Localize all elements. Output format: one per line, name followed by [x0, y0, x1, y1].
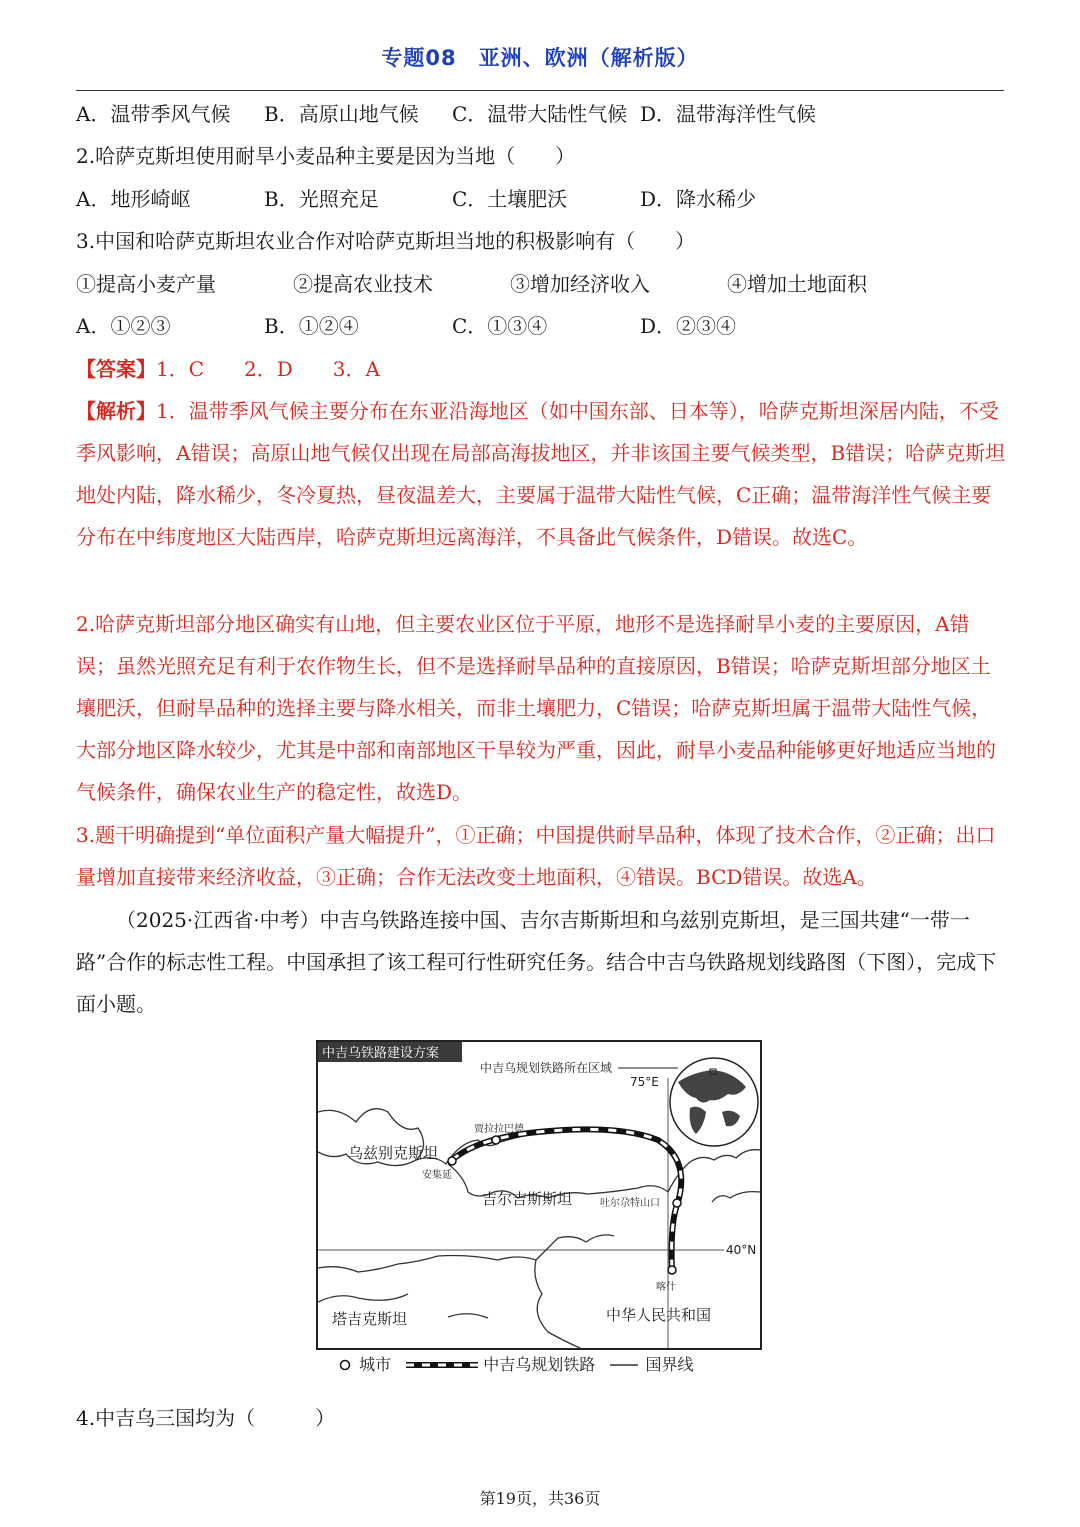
q3-option-d: D．②③④	[640, 314, 737, 338]
q1-options	[76, 99, 816, 129]
globe-icon	[670, 1058, 758, 1146]
q2-option-c: C．土壤肥沃	[452, 187, 568, 211]
analysis-label: 【解析】	[76, 399, 156, 423]
q3-statement-1: ①提高小麦产量	[76, 272, 216, 296]
city-andijan: 安集延	[422, 1170, 452, 1181]
city-jalalabad: 贾拉拉巴德	[474, 1124, 524, 1135]
inset-label: 中吉乌规划铁路所在区域	[480, 1061, 613, 1075]
legend-railway: 中吉乌规划铁路	[483, 1355, 596, 1374]
lat-label: 40°N	[726, 1243, 757, 1257]
answer-label: 【答案】	[76, 357, 156, 381]
map-title: 中吉乌铁路建设方案	[322, 1046, 440, 1061]
q2-options	[76, 184, 756, 214]
railway-legend-icon	[406, 1358, 478, 1372]
q3-option-b: B．①②④	[264, 314, 359, 338]
q2-option-b: B．光照充足	[264, 187, 379, 211]
country-china: 中华人民共和国	[606, 1306, 712, 1324]
city-kashgar-marker	[668, 1266, 676, 1274]
map-legend	[338, 1352, 694, 1375]
q3-option-a: A．①②③	[76, 314, 171, 338]
legend-city: 城市	[359, 1355, 392, 1374]
country-uzbekistan: 乌兹别克斯坦	[348, 1144, 439, 1162]
city-torugart-marker	[673, 1199, 681, 1207]
q3-statement-4: ④增加土地面积	[727, 272, 867, 296]
lon-label: 75°E	[630, 1075, 659, 1089]
city-jalalabad-marker	[492, 1136, 500, 1144]
border-legend-icon	[610, 1358, 640, 1372]
analysis-p1-text: 1．温带季风气候主要分布在东亚沿海地区（如中国东部、日本等），哈萨克斯坦深居内陆，不受季风影响，A错误；高原山地气候仅出现在局部高海拔地区，并非该国主要气候类型，B错误；哈萨克斯坦地处内陆，降水稀少，冬冷夏热，昼夜温差大，主要属于温带大陆性气候，C正确；温带海洋性气候主要分布在中纬度地区大陆西岸，哈萨克斯坦远离海洋，不具备此气候条件，D错误。故选C。	[76, 399, 1006, 549]
q1-option-d: D．温带海洋性气候	[640, 102, 817, 126]
analysis-p3: 3.题干明确提到“单位面积产量大幅提升”，①正确；中国提供耐旱品种，体现了技术合作，②正确；出口量增加直接带来经济收益，③正确；合作无法改变土地面积，④错误。BCD错误。故选A。	[76, 823, 996, 889]
analysis-p2: 2.哈萨克斯坦部分地区确实有山地，但主要农业区位于平原，地形不是选择耐旱小麦的主要原因，A错误；虽然光照充足有利于农作物生长，但不是选择耐旱品种的直接原因，B错误；哈萨克斯坦部分地区土壤肥沃，但耐旱品种的选择主要与降水相关，而非土壤肥力，C错误；哈萨克斯坦属于温带大陆性气候，大部分地区降水较少，尤其是中部和南部地区干旱较为严重，因此，耐旱小麦品种能够更好地适应当地的气候条件，确保农业生产的稳定性，故选D。	[76, 612, 996, 804]
passage-text: （2025·江西省·中考）中吉乌铁路连接中国、吉尔吉斯斯坦和乌兹别克斯坦，是三国共建“一带一路”合作的标志性工程。中国承担了该工程可行性研究任务。结合中吉乌铁路规划线路图（下图），完成下面小题。	[76, 908, 997, 1016]
legend-border: 国界线	[645, 1355, 694, 1374]
q1-option-a: A．温带季风气候	[76, 102, 231, 126]
country-kyrgyzstan: 吉尔吉斯斯坦	[482, 1190, 573, 1208]
q3-statements	[76, 269, 867, 299]
country-tajikistan: 塔吉克斯坦	[332, 1310, 408, 1328]
q2-option-a: A．地形崎岖	[76, 187, 191, 211]
q3-stem: 3.中国和哈萨克斯坦农业合作对哈萨克斯坦当地的积极影响有（ ）	[76, 229, 696, 253]
q2-option-d: D．降水稀少	[640, 187, 757, 211]
q1-option-b: B．高原山地气候	[264, 102, 419, 126]
page-number: 第19页，共36页	[479, 1489, 601, 1508]
answer-text: 1．C 2．D 3．A	[156, 357, 380, 381]
railway-map	[316, 1040, 762, 1350]
page-title: 专题08 亚洲、欧洲（解析版）	[381, 46, 699, 70]
q3-options	[76, 311, 736, 341]
analysis-p1	[76, 390, 1006, 558]
q3-option-c: C．①③④	[452, 314, 548, 338]
q1-option-c: C．温带大陆性气候	[452, 102, 628, 126]
q2-stem: 2.哈萨克斯坦使用耐旱小麦品种主要是因为当地（ ）	[76, 144, 576, 168]
city-kashgar: 喀什	[656, 1282, 676, 1293]
city-torugart: 吐尔尕特山口	[600, 1198, 660, 1209]
answer-line	[76, 354, 380, 384]
q4-stem: 4.中吉乌三国均为（ ）	[76, 1406, 336, 1430]
q3-statement-2: ②提高农业技术	[293, 272, 433, 296]
city-andijan-marker	[448, 1157, 456, 1165]
city-legend-icon	[338, 1358, 354, 1372]
q3-statement-3: ③增加经济收入	[510, 272, 650, 296]
header-divider	[76, 90, 1004, 91]
